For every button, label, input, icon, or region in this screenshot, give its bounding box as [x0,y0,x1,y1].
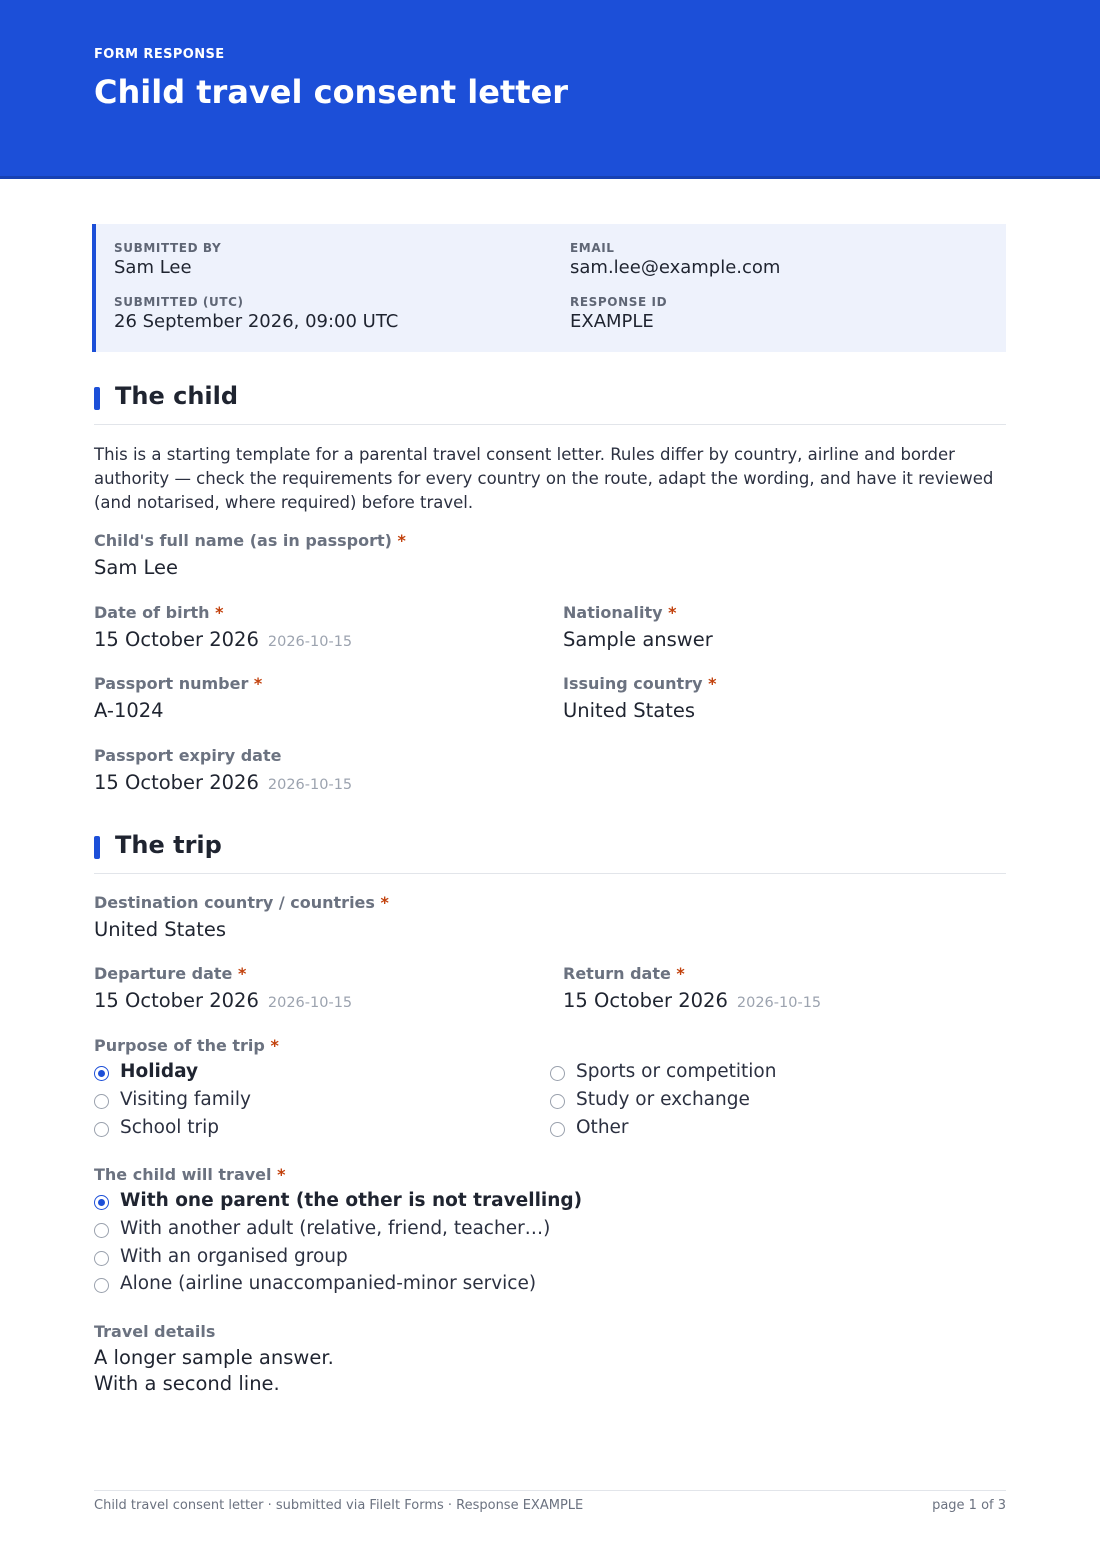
required-marker: * [708,674,717,693]
field-label: Return date * [563,964,685,983]
submitted-utc [114,295,398,332]
iso-date: 2026-10-15 [736,995,822,1011]
field-value: A-1024 [94,699,164,722]
response-id-value: EXAMPLE [570,311,654,332]
field-label: Date of birth * [94,603,224,622]
iso-date: 2026-10-15 [267,995,353,1011]
field-departure-date [94,964,352,1012]
required-marker: * [676,964,685,983]
option-label: Other [576,1117,629,1138]
field-nationality [563,603,713,651]
field-passport-number [94,674,262,722]
radio-unselected-icon [94,1122,109,1137]
submission-meta [92,224,1006,352]
submitted-utc-label: SUBMITTED (UTC) [114,295,244,309]
submitted-by-label: SUBMITTED BY [114,241,222,255]
submitted-by-value: Sam Lee [114,257,192,278]
footer-caption: Child travel consent letter · submitted via FileIt Forms · Response EXAMPLE [94,1498,584,1513]
intro-text: This is a starting template for a parental travel consent letter. Rules differ by country, airline and border authority — check the requirements for every country on the route, adapt the wording, and have it reviewed (and notarised, where required) before travel. [94,445,994,512]
field-label: Passport expiry date [94,746,282,765]
value-line-1: A longer sample answer. [94,1346,334,1369]
section-title: The child [115,382,239,410]
radio-selected-icon [94,1195,109,1210]
field-passport-expiry [94,746,352,794]
section-accent-bar [94,387,100,410]
page-header [0,0,1100,179]
field-value: 15 October 2026 2026-10-15 [94,628,353,651]
field-value: United States [563,699,696,722]
radio-unselected-icon [94,1094,109,1109]
option-label: With an organised group [120,1246,348,1267]
email-value: sam.lee@example.com [570,257,781,278]
iso-date: 2026-10-15 [267,634,353,650]
radio-unselected-icon [550,1066,565,1081]
radio-unselected-icon [94,1251,109,1266]
field-label: Issuing country * [563,674,717,693]
iso-date: 2026-10-15 [267,777,353,793]
response-id [570,295,667,332]
section-title: The trip [115,831,222,859]
required-marker: * [253,674,263,693]
radio-selected-icon [94,1066,109,1081]
field-label: Passport number * [94,674,263,693]
field-value: 15 October 2026 2026-10-15 [563,989,822,1012]
value-line-2: With a second line. [94,1372,280,1395]
option-label: Alone (airline unaccompanied-minor service) [120,1273,537,1294]
field-label: Nationality * [563,603,677,622]
field-label: Departure date * [94,964,247,983]
footer-divider [94,1490,1006,1491]
field-value: Sample answer [563,628,713,651]
page-number: page 1 of 3 [932,1498,1006,1513]
field-return-date [563,964,821,1012]
field-date-of-birth [94,603,352,651]
email-label: EMAIL [570,241,615,255]
page-title: Child travel consent letter [94,73,569,111]
field-child-full-name [94,531,406,579]
required-marker: * [270,1036,279,1055]
option-label: Visiting family [120,1089,252,1110]
field-label: Purpose of the trip * [94,1036,279,1055]
field-label: Travel details [94,1322,216,1341]
field-label: The child will travel * [94,1165,286,1184]
submitted-utc-value: 26 September 2026, 09:00 UTC [114,311,399,332]
option-label: Sports or competition [576,1061,777,1082]
required-marker: * [215,603,224,622]
field-destination [94,893,389,941]
required-marker: * [237,964,247,983]
radio-unselected-icon [550,1122,565,1137]
required-marker: * [668,603,677,622]
field-value: United States [94,918,227,941]
email [570,241,780,278]
field-issuing-country [563,674,716,722]
response-id-label: RESPONSE ID [570,295,668,309]
header-kicker: FORM RESPONSE [94,47,225,62]
field-value [94,1345,334,1397]
field-travel-mode [94,1165,285,1184]
section-divider [94,424,1006,425]
radio-unselected-icon [94,1278,109,1293]
field-travel-details [94,1322,334,1397]
section-accent-bar [94,836,100,859]
field-label: Destination country / countries * [94,893,389,912]
option-label: With another adult (relative, friend, teacher…) [120,1218,551,1239]
option-label: School trip [120,1117,220,1138]
field-value: Sam Lee [94,556,179,579]
option-label: With one parent (the other is not travelling) [120,1190,583,1211]
required-marker: * [277,1165,286,1184]
required-marker: * [380,893,389,912]
radio-unselected-icon [94,1223,109,1238]
field-value: 15 October 2026 2026-10-15 [94,771,353,794]
option-label: Study or exchange [576,1089,750,1110]
field-purpose-of-trip [94,1036,279,1055]
option-label: Holiday [120,1061,199,1082]
required-marker: * [397,531,406,550]
field-value: 15 October 2026 2026-10-15 [94,989,353,1012]
field-label: Child's full name (as in passport) * [94,531,406,550]
section-divider [94,873,1006,874]
radio-unselected-icon [550,1094,565,1109]
submitted-by [114,241,221,278]
